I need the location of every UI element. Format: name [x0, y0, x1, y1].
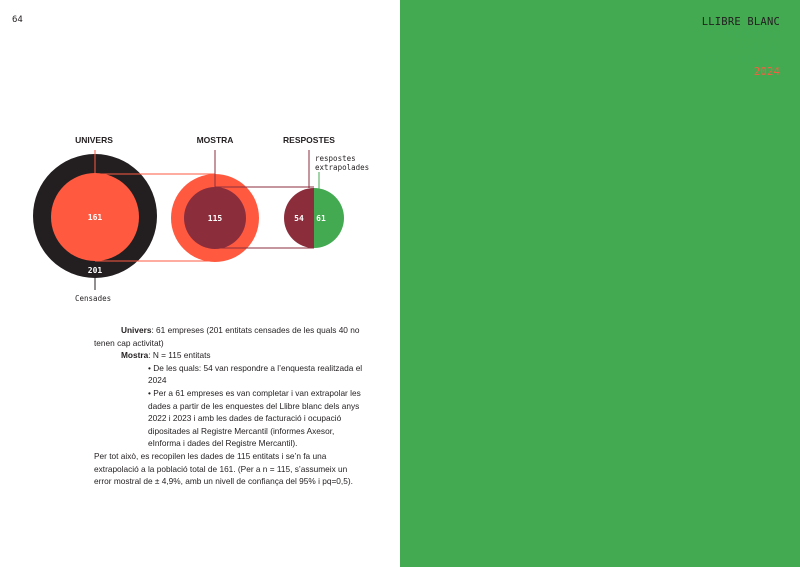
- label-censades: Censades: [75, 294, 112, 303]
- body-text: [94, 324, 366, 488]
- label-univers: UNIVERS: [75, 135, 113, 145]
- label-respostes: RESPOSTES: [283, 135, 335, 145]
- value-univers-inner: 161: [87, 213, 103, 222]
- mostra-label: Mostra: [121, 350, 149, 361]
- page-number: 64: [12, 15, 23, 25]
- label-mostra: MOSTRA: [196, 135, 234, 145]
- book-header: [580, 16, 780, 79]
- paragraph-conclusion: Per tot això, es recopilen les dades de 115 entitats i se’n fa una extrapolació a la població total de 161. (Per a n = 115, s’assumeix un error mostral de ± 4,9%, amb un nivell de confiança del 95% i pq=0,5).: [94, 450, 353, 487]
- value-univers-outer: 201: [87, 266, 103, 275]
- value-respostes: 54: [294, 214, 304, 223]
- univers-text: : 61 empreses (201 entitats censades de les quals 40 no tenen cap activitat): [94, 325, 360, 348]
- bullet-respostes: • De les quals: 54 van respondre a l’enquesta realitzada el 2024: [148, 362, 363, 386]
- header-subtitle-1: LA INDÚSTRIA: [701, 28, 780, 41]
- paragraph-mostra: [94, 349, 366, 362]
- paragraph-univers: [94, 324, 366, 349]
- label-extrapolades-line1: respostes: [315, 154, 356, 163]
- bullet-extrapolades: • Per a 61 empreses es van completar i van extrapolar les dades a partir de les enquestes del Llibre blanc dels anys 2022 i 2023 i amb les dades de facturació i ocupació dipositades al Registre Mercantil (informes Axesor, eInforma i dades del Registre Mercantil).: [148, 387, 361, 449]
- header-year: 2024: [753, 66, 780, 78]
- header-subtitle-2: CATALANA: [727, 41, 780, 53]
- value-extrapolades: 61: [316, 214, 326, 223]
- header-title: LLIBRE BLANC: [701, 16, 780, 28]
- value-mostra: 115: [207, 214, 223, 223]
- header-subtitle-3: DEL VIDEOJOC: [701, 53, 780, 66]
- mostra-text: : N = 115 entitats: [148, 350, 211, 361]
- univers-label: Univers: [121, 325, 152, 335]
- sample-diagram: [0, 0, 400, 320]
- right-page-green: [400, 0, 800, 567]
- label-extrapolades-line2: extrapolades: [315, 163, 370, 172]
